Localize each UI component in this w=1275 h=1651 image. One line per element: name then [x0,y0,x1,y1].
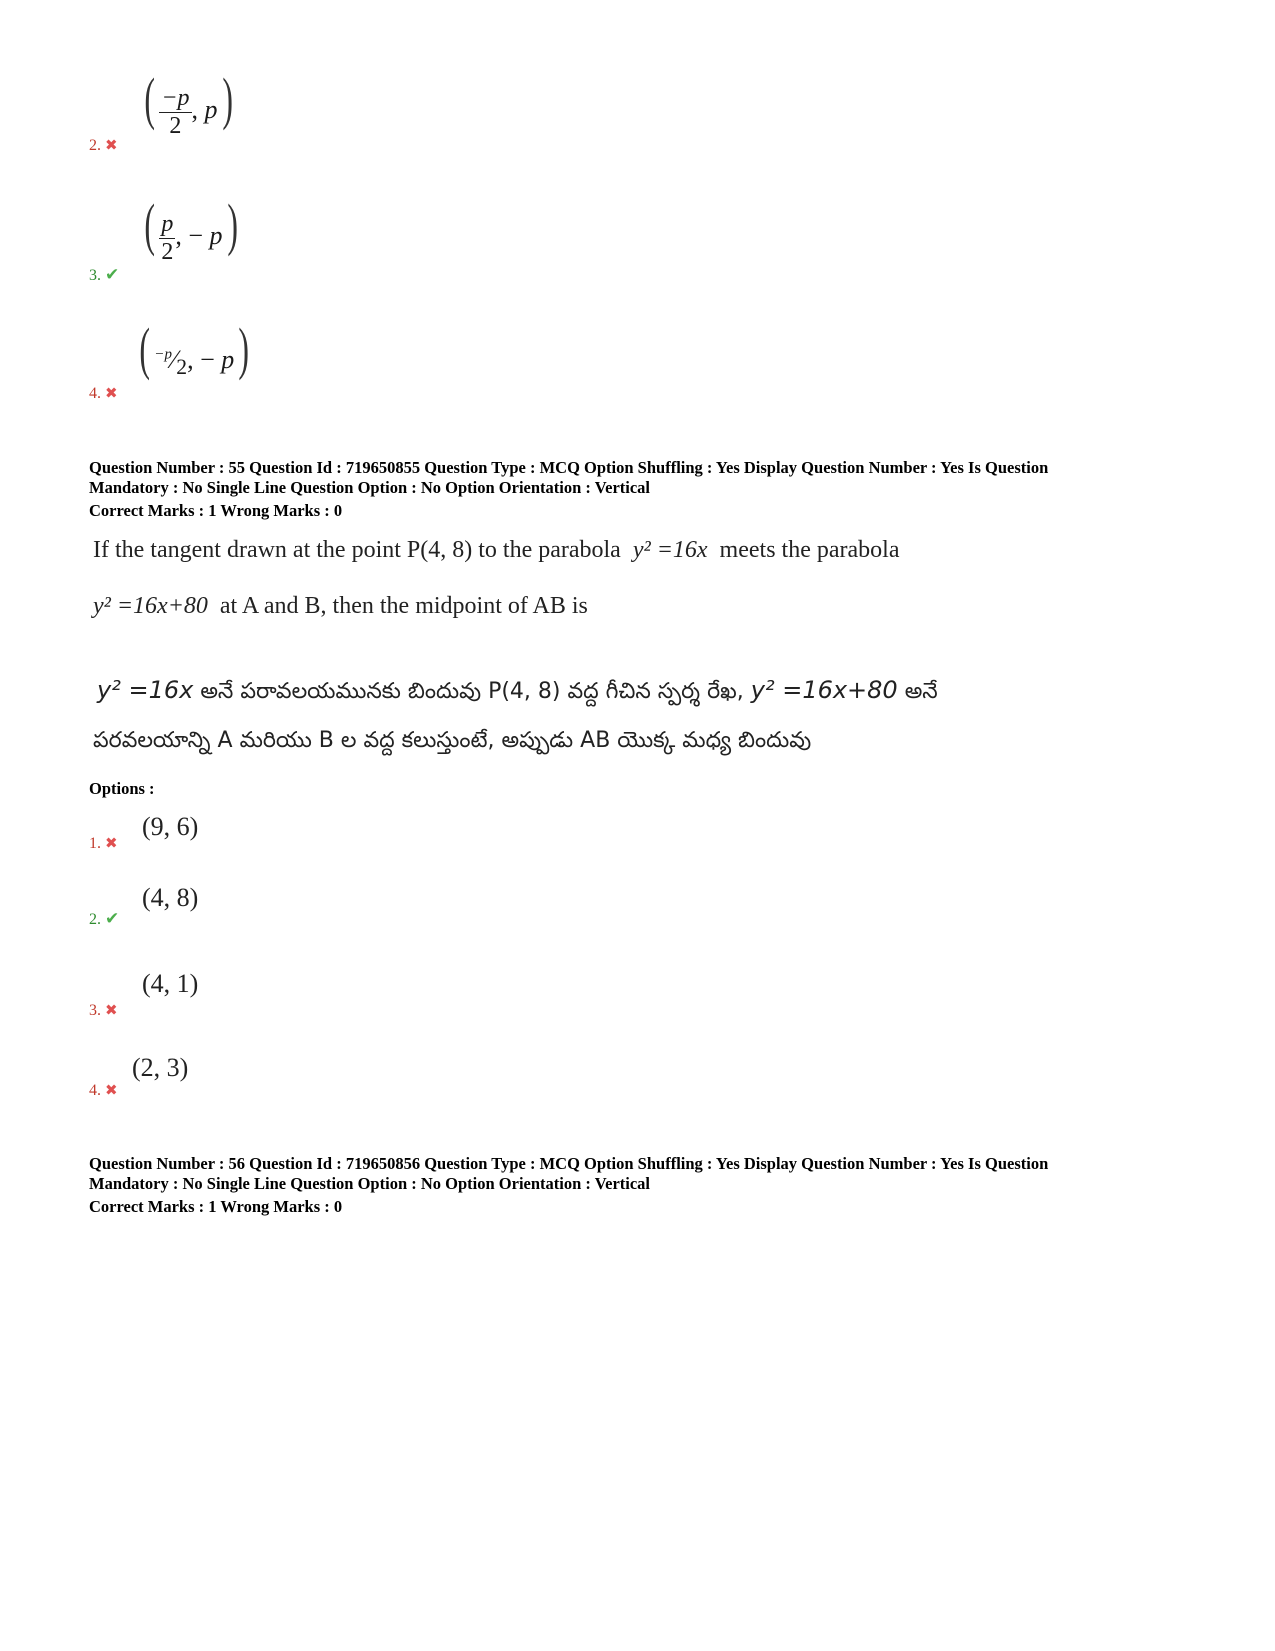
q55-option-1-value: (9, 6) [142,812,199,841]
q56-meta-line2: Mandatory : No Single Line Question Option : No Option Orientation : Vertical [89,1174,651,1193]
q55-options-label: Options : [89,779,155,798]
equation: y² =16x+80 [93,593,208,619]
q56-meta-line1: Question Number : 56 Question Id : 719650856 Question Type : MCQ Option Shuffling : Yes Display Question Number : Yes Is Question [89,1154,1049,1173]
wrong-icon: ✖ [105,386,118,402]
equation: y² =16x+80 [750,676,898,704]
q55-telugu-line2: పరవలయాన్ని A మరియు B ల వద్ద కలుస్తుంటే, అప్పుడు AB యొక్క మధ్య బిందువు [93,728,812,753]
q56-meta [89,1154,1189,1194]
check-icon: ✔ [105,909,120,928]
equation: y² =16x [97,676,194,704]
wrong-icon: ✖ [105,1003,118,1019]
prev-option-2-label: 2. ✖ [89,137,118,154]
q55-option-3-label[interactable]: 3. ✖ [89,1002,118,1019]
q55-telugu-line1: y² =16x అనే పరావలయమునకు బిందువు P(4, 8) వద్ద గీచిన స్పర్శ రేఖ, y² =16x+80 అనే [97,676,938,704]
q55-english-line2: y² =16x+80 at A and B, then the midpoint of AB is [93,593,588,619]
q56-marks: Correct Marks : 1 Wrong Marks : 0 [89,1197,343,1216]
wrong-icon: ✖ [105,138,118,154]
prev-option-4-label: 4. ✖ [89,385,118,402]
q55-meta [89,458,1189,498]
q55-option-4-value: (2, 3) [132,1053,189,1082]
equation: y² =16x [632,537,708,563]
q55-meta-line1: Question Number : 55 Question Id : 719650855 Question Type : MCQ Option Shuffling : Yes Display Question Number : Yes Is Question [89,458,1049,477]
q55-option-2-value: (4, 8) [142,883,199,912]
q55-option-4-label[interactable]: 4. ✖ [89,1082,118,1099]
q55-option-1-label[interactable]: 1. ✖ [89,835,118,852]
wrong-icon: ✖ [105,836,118,852]
q55-english-line1: If the tangent drawn at the point P(4, 8) to the parabola y² =16x meets the parabola [93,537,900,563]
q55-option-3-value: (4, 1) [142,969,199,998]
wrong-icon: ✖ [105,1083,118,1099]
q55-option-2-label[interactable]: 2. ✔ [89,909,120,928]
q55-marks: Correct Marks : 1 Wrong Marks : 0 [89,501,343,520]
q55-meta-line2: Mandatory : No Single Line Question Option : No Option Orientation : Vertical [89,478,651,497]
prev-option-2-math: ( $\frac{-p}{2}$ , p) [144,66,233,139]
prev-option-3-label: 3. ✔ [89,265,120,284]
prev-option-3-math: ( $\frac{p}{2}$ , − p) [144,192,238,265]
prev-option-4-math: ( $^{-p}⁄_2$, − p) [139,316,250,381]
check-icon: ✔ [105,265,120,284]
